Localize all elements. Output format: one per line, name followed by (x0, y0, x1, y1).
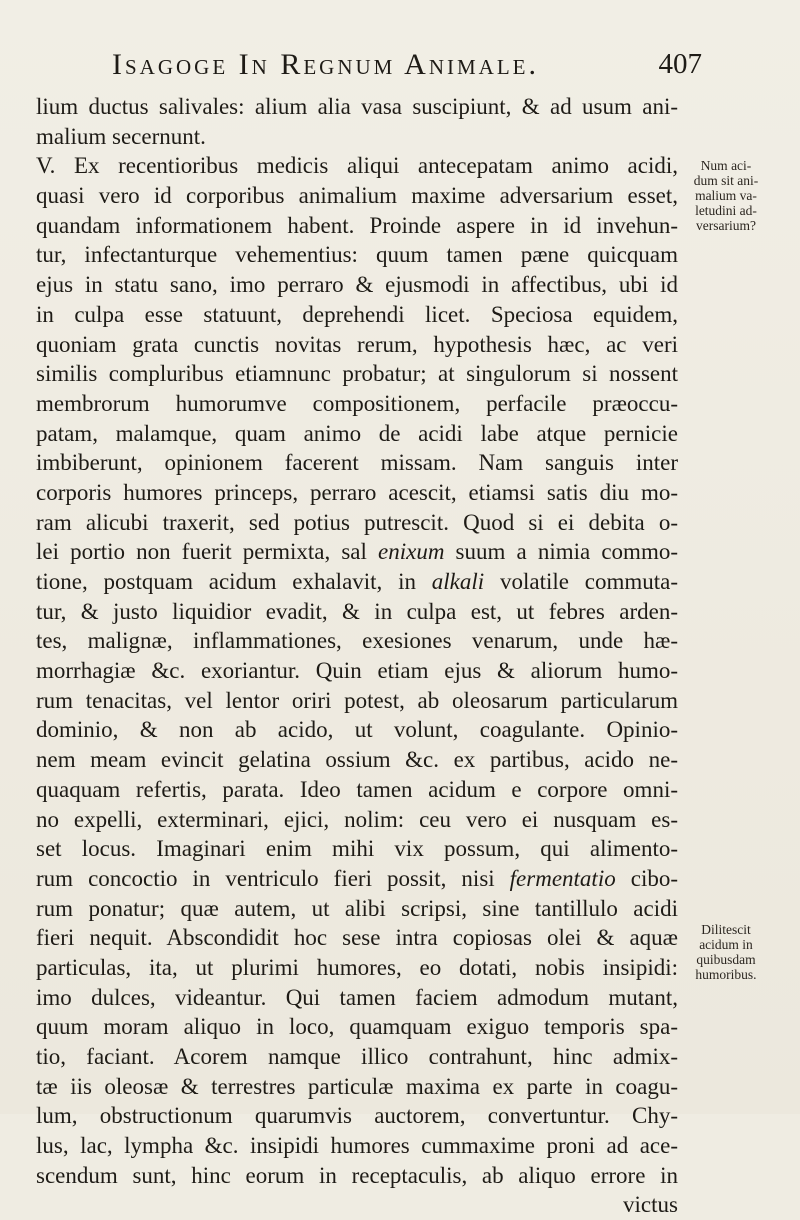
margin-note (690, 158, 762, 233)
page-header (112, 48, 702, 88)
text-line (36, 656, 678, 686)
text-line (36, 181, 678, 211)
text-run: rum tenacitas, vel lentor oriri potest, ab oleosarum particularum (36, 687, 678, 713)
margin-note-line: acidum in (699, 937, 753, 952)
text-run: lei portio non fuerit permixta, sal (36, 539, 379, 565)
text-run: quandam informationem habent. Proinde aspere in id invehun- (36, 212, 678, 238)
text-run: rum concoctio in ventriculo fieri possit, nisi (36, 865, 510, 891)
text-run: quasi vero id corporibus animalium maxime adversarium esset, (36, 183, 678, 209)
body-text (36, 92, 678, 1220)
text-run: malium secernunt. (36, 123, 206, 149)
text-line (36, 745, 678, 775)
text-line (36, 834, 678, 864)
text-run: fieri nequit. Abscondidit hoc sese intra copiosas olei & aquæ (36, 925, 678, 951)
text-run: set locus. Imaginari enim mihi vix possum, qui alimento- (36, 836, 678, 862)
text-line (36, 1131, 678, 1161)
text-run: similis compluribus etiamnunc probatur; at singulorum si nossent (36, 361, 678, 387)
text-run: ejus in statu sano, imo perraro & ejusmodi in affectibus, ubi id (36, 272, 678, 298)
text-line (36, 1101, 678, 1131)
text-run: tione, postquam acidum exhalavit, in (36, 569, 432, 594)
text-run: lium ductus salivales: alium alia vasa suscipiunt, & ad usum ani- (36, 94, 678, 119)
text-run: lus, lac, lympha &c. insipidi humores cummaxime proni ad ace- (36, 1133, 678, 1159)
text-run: tur, infectanturque vehementius: quum tamen pæne quicquam (36, 242, 678, 268)
margin-note (690, 922, 762, 982)
text-run: nem meam evincit gelatina ossium &c. ex partibus, acido ne- (36, 747, 678, 773)
text-run: cibo- (615, 865, 678, 891)
text-run: lum, obstructionum quarumvis auctorem, convertuntur. Chy- (36, 1103, 678, 1129)
margin-note-line: dum sit ani- (693, 173, 759, 188)
text-line (36, 419, 678, 449)
catchword (36, 1190, 678, 1220)
text-line (36, 1042, 678, 1072)
text-line (36, 1161, 678, 1191)
margin-note-line: humoribus. (695, 967, 757, 982)
text-line (36, 894, 678, 924)
margin-note-line: versarium? (696, 218, 756, 233)
text-line (36, 715, 678, 745)
text-run: patam, malamque, quam animo de acidi labe atque pernicie (36, 420, 678, 446)
text-line (36, 92, 678, 122)
text-run: imbiberunt, opinionem facerent missam. Nam sanguis inter (36, 450, 678, 476)
text-line (36, 626, 678, 656)
text-run: no expelli, exterminari, ejici, nolim: ceu vero ei nusquam es- (36, 806, 678, 832)
margin-note-line: quibusdam (696, 952, 756, 967)
italic-term: enixum (378, 539, 445, 565)
text-run: ram alicubi traxerit, sed potius putrescit. Quod si ei debita o- (36, 509, 678, 535)
text-line (36, 953, 678, 983)
text-run: tæ iis oleosæ & terrestres particulæ maxima ex parte in coagu- (36, 1073, 678, 1099)
text-line (36, 686, 678, 716)
text-run: volatile commuta- (484, 569, 679, 594)
text-line (36, 151, 678, 181)
text-line (36, 1012, 678, 1042)
text-line (36, 478, 678, 508)
text-run: imo dulces, videantur. Qui tamen faciem admodum mutant, (36, 984, 678, 1010)
text-run: victus (623, 1192, 678, 1218)
text-line (36, 508, 678, 538)
text-run: membrorum humorumve compositionem, perfacile præoccu- (36, 390, 678, 416)
text-line (36, 864, 678, 894)
text-line (36, 211, 678, 241)
text-run: morrhagiæ &c. exoriantur. Quin etiam ejus & aliorum humo- (36, 658, 678, 684)
text-line (36, 537, 678, 567)
text-run: in culpa esse statuunt, deprehendi licet. Speciosa equidem, (36, 301, 678, 327)
text-line (36, 122, 678, 152)
text-run: dominio, & non ab acido, ut volunt, coagulante. Opinio- (36, 717, 678, 743)
margin-note-line: malium va- (695, 188, 757, 203)
margin-note-line: Num aci- (700, 158, 752, 173)
text-run: rum ponatur; quæ autem, ut alibi scripsi, sine tantillulo acidi (36, 895, 678, 921)
text-line (36, 448, 678, 478)
text-line (36, 359, 678, 389)
text-run: tio, faciant. Acorem namque illico contrahunt, hinc admix- (36, 1044, 678, 1069)
text-run: quaquam refertis, parata. Ideo tamen acidum e corpore omni- (36, 776, 678, 802)
text-run: particulas, ita, ut plurimi humores, eo dotati, nobis insipidi: (36, 954, 678, 980)
text-run: quoniam grata cunctis novitas rerum, hypothesis hæc, ac veri (36, 331, 678, 357)
text-run: tur, & justo liquidior evadit, & in culpa est, ut febres arden- (36, 598, 678, 624)
text-line (36, 270, 678, 300)
text-line (36, 775, 678, 805)
page-number: 407 (658, 48, 702, 80)
text-line (36, 389, 678, 419)
text-line (36, 300, 678, 330)
text-line (36, 1072, 678, 1102)
text-line (36, 240, 678, 270)
margin-note-line: Dilitescit (701, 922, 751, 937)
italic-term: fermentatio (509, 865, 616, 891)
text-line (36, 330, 678, 360)
italic-term: alkali (431, 569, 485, 594)
text-run: tes, malignæ, inflammationes, exesiones venarum, unde hæ- (36, 628, 678, 654)
text-line (36, 567, 678, 597)
text-run: suum a nimia commo- (444, 539, 679, 565)
margin-note-line: letudini ad- (695, 203, 757, 218)
text-run: quum moram aliquo in loco, quamquam exiguo temporis spa- (36, 1014, 678, 1040)
text-line (36, 597, 678, 627)
text-run: scendum sunt, hinc eorum in receptaculis, ab aliquo errore in (36, 1162, 678, 1188)
running-head: Isagoge In Regnum Animale. (112, 48, 539, 81)
text-line (36, 805, 678, 835)
text-run: corporis humores princeps, perraro acescit, etiamsi satis diu mo- (36, 479, 678, 505)
text-line (36, 923, 678, 953)
text-line (36, 983, 678, 1013)
text-run: V. Ex recentioribus medicis aliqui antecepatam animo acidi, (36, 153, 678, 179)
